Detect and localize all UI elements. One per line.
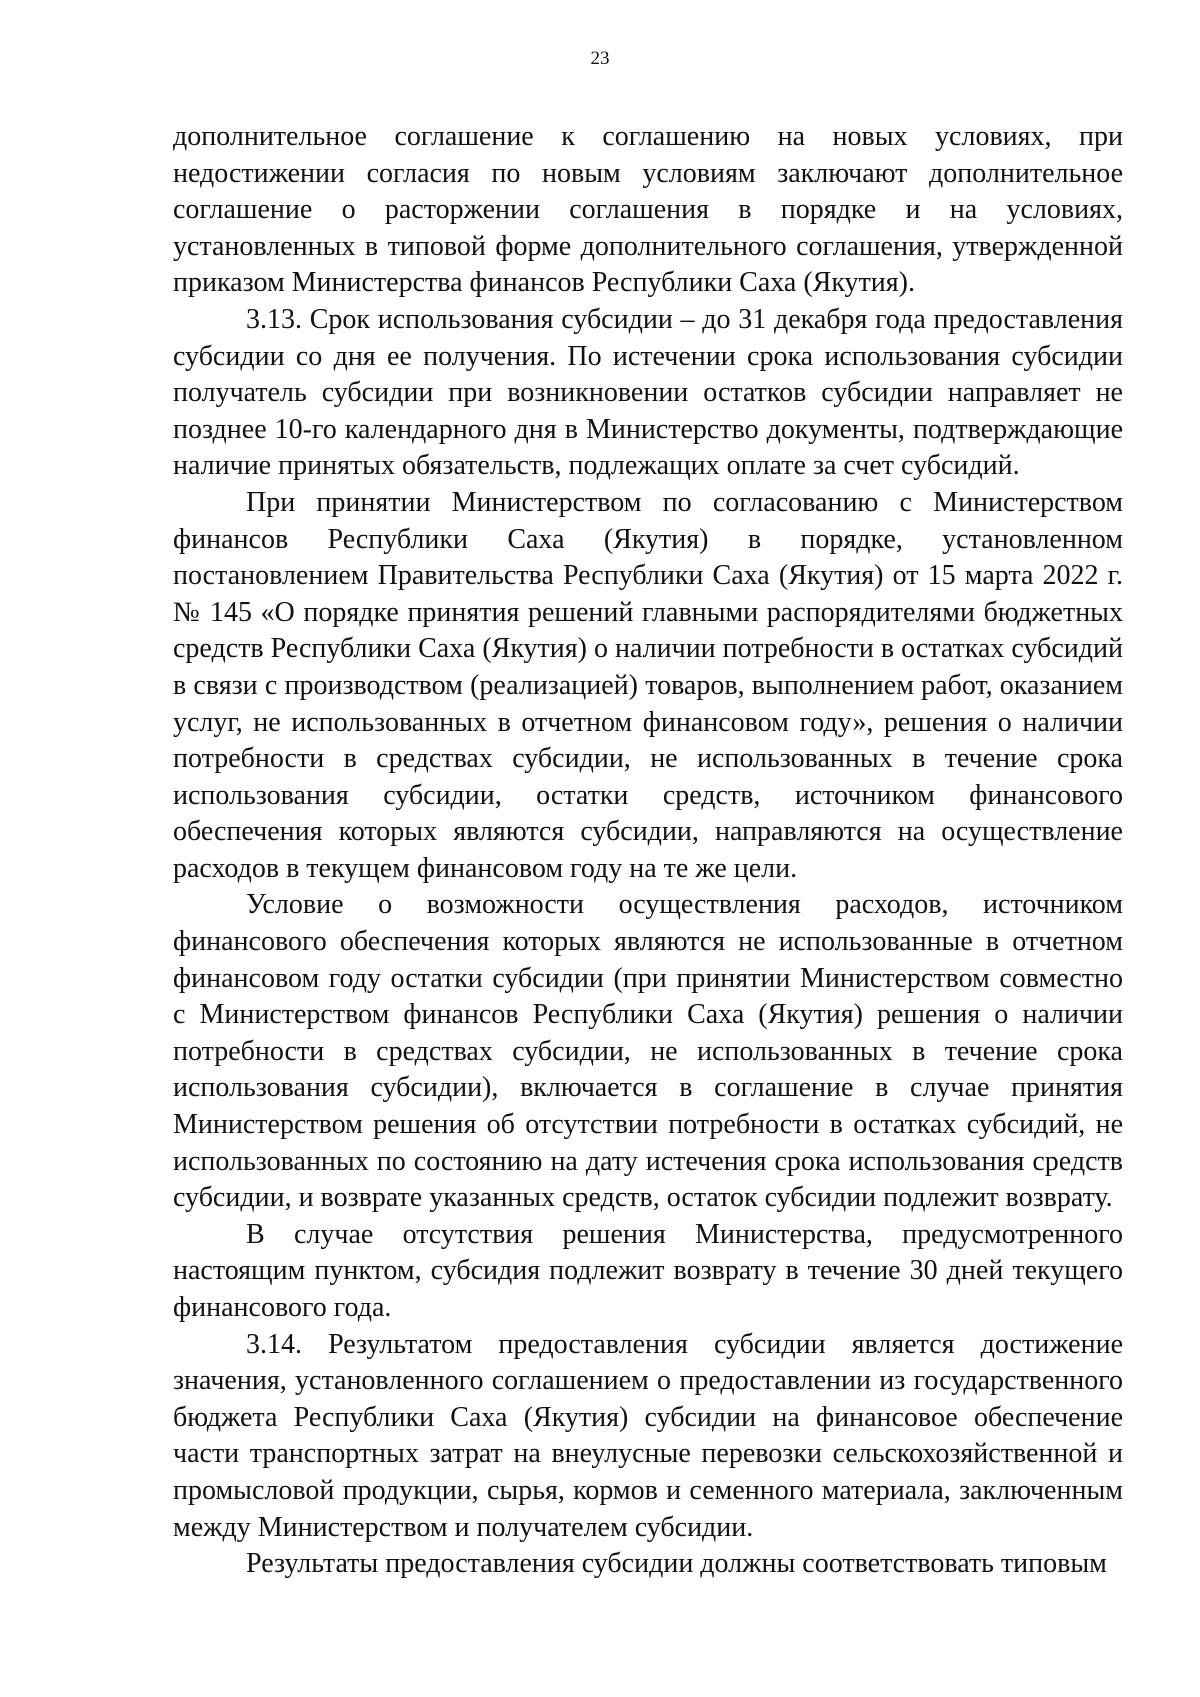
paragraph-clause-3-14: 3.14. Результатом предоставления субсидии является достижение значения, установленного соглашением о предоставлении из государственного бюджета Республики Саха (Якутия) субсидии на финансовое обеспечение части транспортных затрат на внеулусные перевозки сельскохозяйственной и промысловой продукции, сырья, кормов и семенного материала, заключенным между Министерством и получателем субсидии.	[173, 1328, 1123, 1543]
paragraph-continuation: дополнительное соглашение к соглашению на новых условиях, при недостижении согласия по новым условиям заключают дополнительное соглашение о расторжении соглашения в порядке и на условиях, установленных в типовой форме дополнительного соглашения, утвержденной приказом Министерства финансов Республики Саха (Якутия).	[173, 121, 1123, 299]
document-body	[173, 119, 1123, 1583]
paragraph-clause-3-14-results: Результаты предоставления субсидии должны соответствовать типовым	[246, 1548, 1107, 1580]
paragraph-clause-3-13: 3.13. Срок использования субсидии – до 31 декабря года предоставления субсидии со дня ее получения. По истечении срока использования субсидии получатель субсидии при возникновении остатков субсидии направляет не позднее 10-го календарного дня в Министерство документы, подтверждающие наличие принятых обязательств, подлежащих оплате за счет субсидий.	[173, 303, 1123, 482]
paragraph-clause-3-13-return: В случае отсутствия решения Министерства, предусмотренного настоящим пунктом, субсидия подлежит возврату в течение 30 дней текущего финансового года.	[173, 1218, 1123, 1323]
page-number: 23	[590, 48, 610, 69]
paragraph-clause-3-13-condition: Условие о возможности осуществления расходов, источником финансового обеспечения которых являются не использованные в отчетном финансовом году остатки субсидии (при принятии Министерством совместно с Министерством финансов Республики Саха (Якутия) решения о наличии потребности в средствах субсидии, не использованных в течение срока использования субсидии), включается в соглашение в случае принятия Министерством решения об отсутствии потребности в остатках субсидий, не использованных по состоянию на дату истечения срока использования средств субсидии, и возврате указанных средств, остаток субсидии подлежит возврату.	[173, 889, 1123, 1214]
paragraph-clause-3-13-decision: При принятии Министерством по согласованию с Министерством финансов Республики Саха (Якутия) в порядке, установленном постановлением Правительства Республики Саха (Якутия) от 15 марта 2022 г. № 145 «О порядке принятия решений главными распорядителями бюджетных средств Республики Саха (Якутия) о наличии потребности в остатках субсидий в связи с производством (реализацией) товаров, выполнением работ, оказанием услуг, не использованных в отчетном финансовом году», решения о наличии потребности в средствах субсидии, не использованных в течение срока использования субсидии, остатки средств, источником финансового обеспечения которых являются субсидии, направляются на осуществление расходов в текущем финансовом году на те же цели.	[173, 486, 1123, 884]
